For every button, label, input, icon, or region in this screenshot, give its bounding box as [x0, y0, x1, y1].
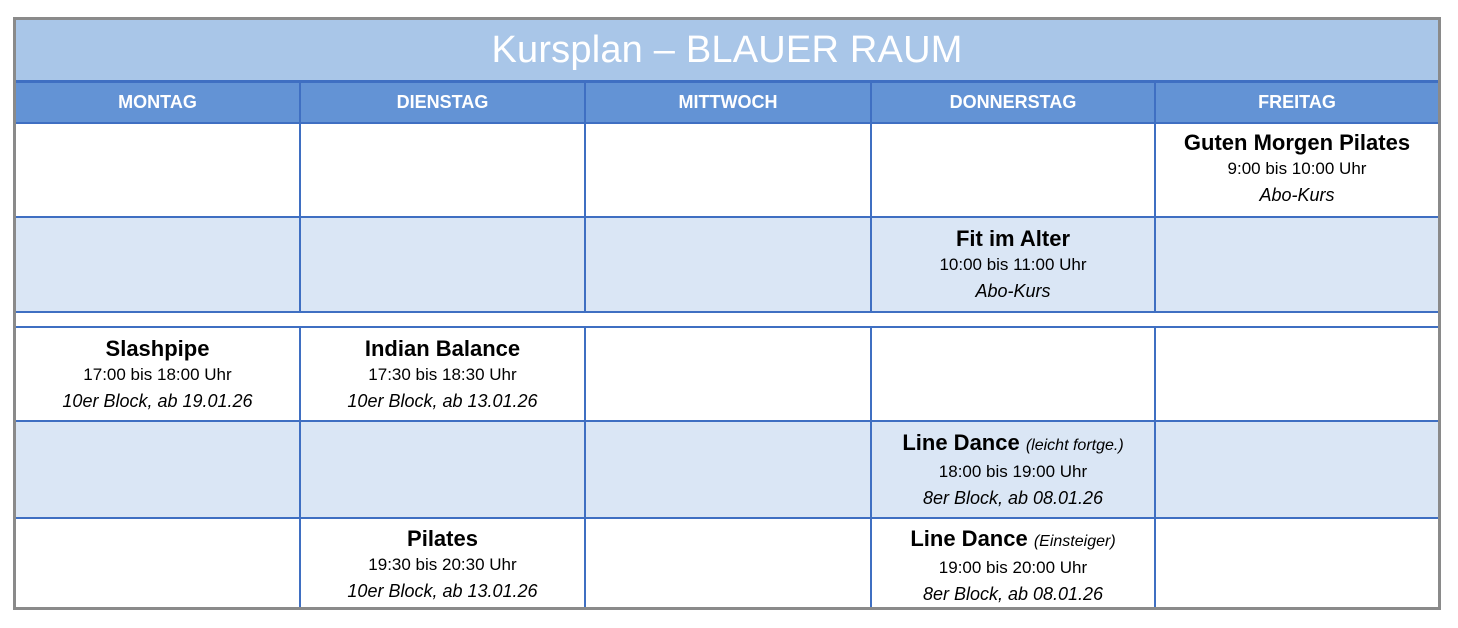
row-divider — [16, 326, 1438, 328]
header-monday: MONTAG — [16, 83, 299, 122]
header-tuesday: DIENSTAG — [301, 83, 584, 122]
column-divider — [1154, 326, 1156, 607]
column-divider — [299, 83, 301, 311]
course-cell — [1156, 130, 1438, 209]
course-name: Guten Morgen Pilates — [1183, 130, 1411, 155]
course-info: 10er Block, ab 19.01.26 — [62, 391, 253, 411]
course-time: 17:30 bis 18:30 Uhr — [368, 365, 517, 384]
header-friday: FREITAG — [1156, 83, 1438, 122]
course-name: Line Dance — [910, 526, 1028, 551]
schedule-frame — [13, 17, 1441, 610]
course-info: Abo-Kurs — [1259, 185, 1335, 205]
course-name-line — [872, 430, 1154, 459]
course-info: 8er Block, ab 08.01.26 — [922, 584, 1104, 604]
course-cell — [16, 336, 299, 415]
row-divider — [16, 216, 1438, 218]
header-wednesday: MITTWOCH — [586, 83, 870, 122]
column-divider — [584, 83, 586, 311]
row-divider — [16, 311, 1438, 313]
course-info: 8er Block, ab 08.01.26 — [922, 488, 1104, 508]
course-time: 10:00 bis 11:00 Uhr — [939, 255, 1087, 274]
course-name: Line Dance — [902, 430, 1020, 455]
course-cell — [301, 336, 584, 415]
course-info: Abo-Kurs — [975, 281, 1051, 301]
row-divider — [16, 122, 1438, 124]
course-note: (Einsteiger) — [1033, 533, 1116, 550]
page-title: Kursplan – BLAUER RAUM — [16, 20, 1438, 80]
course-time: 9:00 bis 10:00 Uhr — [1227, 159, 1367, 178]
course-cell — [872, 226, 1154, 305]
row-divider — [16, 420, 1438, 422]
course-note: (leicht fortge.) — [1025, 437, 1124, 454]
course-time: 19:30 bis 20:30 Uhr — [368, 555, 517, 574]
course-info: 10er Block, ab 13.01.26 — [347, 391, 538, 411]
row-divider — [16, 517, 1438, 519]
course-info: 10er Block, ab 13.01.26 — [347, 581, 538, 601]
course-name: Fit im Alter — [955, 226, 1071, 251]
course-time: 18:00 bis 19:00 Uhr — [938, 462, 1088, 481]
course-time: 19:00 bis 20:00 Uhr — [938, 558, 1088, 577]
column-divider — [584, 326, 586, 607]
table-row-shaded — [16, 218, 1438, 311]
course-time: 17:00 bis 18:00 Uhr — [83, 365, 232, 384]
course-name: Pilates — [407, 526, 478, 551]
course-name: Slashpipe — [105, 336, 210, 361]
course-cell — [872, 526, 1154, 608]
course-cell — [872, 430, 1154, 512]
header-thursday: DONNERSTAG — [872, 83, 1154, 122]
table-row-shaded — [16, 422, 1438, 517]
course-cell — [301, 526, 584, 605]
course-name-line — [872, 526, 1154, 555]
course-name: Indian Balance — [364, 336, 521, 361]
schedule-table — [16, 20, 1438, 607]
